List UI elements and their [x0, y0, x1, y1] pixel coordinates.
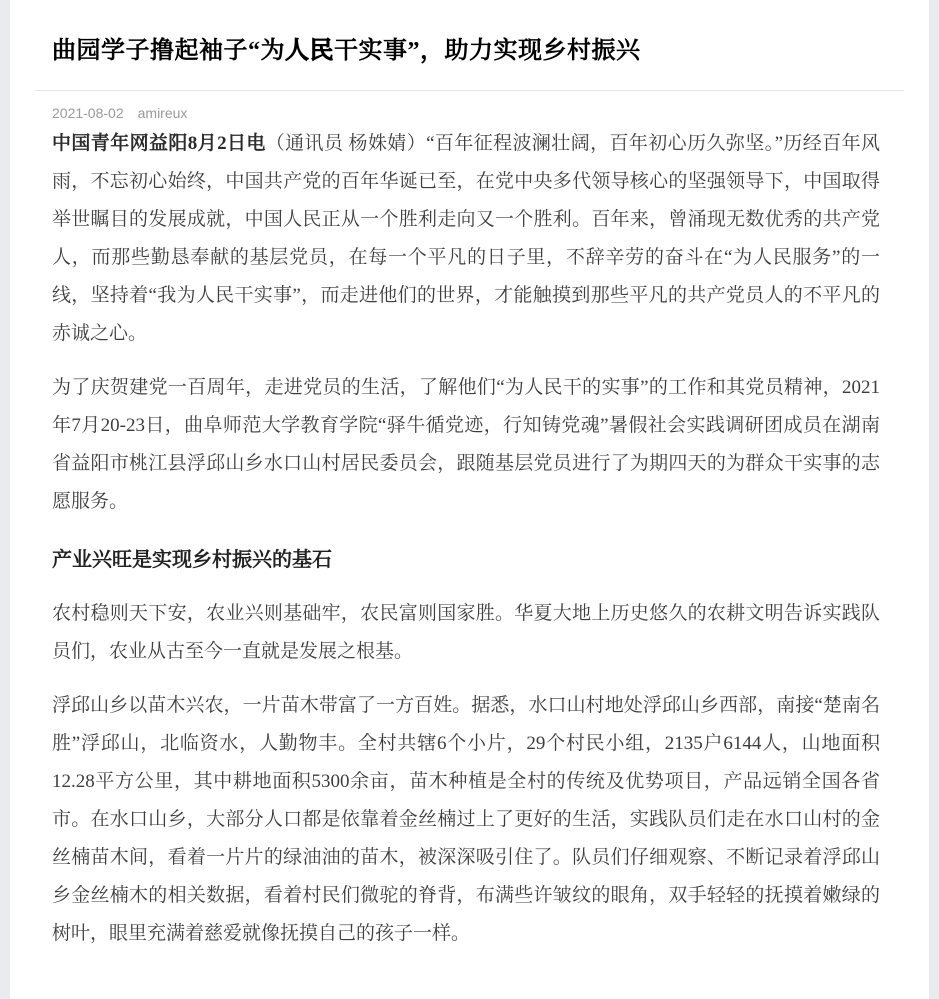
- paragraph-village: [52, 687, 880, 953]
- dateline-lead: 中国青年网益阳8月2日电: [52, 133, 266, 154]
- article-body: [35, 125, 904, 953]
- article-title: [52, 34, 886, 68]
- article-page: [10, 0, 929, 999]
- paragraph-text: 浮邱山乡以苗木兴农，一片苗木带富了一方百姓。据悉，水口山村地处浮邱山乡西部，南接“楚南名胜”浮邱山，北临资水，人勤物丰。全村共辖6个小片，29个村民小组，2135户6144人，山地面积12.28平方公里，其中耕地面积5300余亩，苗木种植是全村的传统及优势项目，产品远销全国各省市。在水口山乡，大部分人口都是依靠着金丝楠过上了更好的生活，实践队员们走在水口山村的金丝楠苗木间，看着一片片的绿油油的苗木，被深深吸引住了。队员们仔细观察、不断记录着浮邱山乡金丝楠木的相关数据，看着村民们微驼的脊背，布满些许皱纹的眼角，双手轻轻的抚摸着嫩绿的树叶，眼里充满着慈爱就像抚摸自己的孩子一样。: [52, 695, 880, 944]
- section-heading: 产业兴旺是实现乡村振兴的基石: [52, 549, 332, 571]
- article-meta: [52, 105, 886, 121]
- paragraph-text: （通讯员 杨姝婧）“百年征程波澜壮阔，百年初心历久弥坚。”历经百年风雨，不忘初心始终，中国共产党的百年华诞已至，在党中央多代领导核心的坚强领导下，中国取得举世瞩目的发展成就，中国人民正从一个胜利走向又一个胜利。百年来，曾涌现无数优秀的共产党人，而那些勤恳奉献的基层党员，在每一个平凡的日子里，不辞辛劳的奋斗在“为人民服务”的一线，坚持着“我为人民干实事”，而走进他们的世界，才能触摸到那些平凡的共产党员人的不平凡的赤诚之心。: [52, 133, 880, 344]
- paragraph-text: 农村稳则天下安，农业兴则基础牢，农民富则国家胜。华夏大地上历史悠久的农耕文明告诉实践队员们，农业从古至今一直就是发展之根基。: [52, 603, 880, 662]
- paragraph-agriculture: [52, 595, 880, 671]
- paragraph-intro: [52, 125, 880, 353]
- article-title-highlight: 人民: [285, 37, 334, 64]
- article-title-segment: 曲园学子撸起袖子“为: [52, 38, 285, 64]
- publish-date: 2021-08-02: [52, 105, 124, 121]
- author-name: amireux: [137, 105, 188, 121]
- paragraph-text: 为了庆贺建党一百周年，走进党员的生活，了解他们“为人民干的实事”的工作和其党员精神，2021年7月20-23日，曲阜师范大学教育学院“驿牛循党迹，行知铸党魂”暑假社会实践调研团成员在湖南省益阳市桃江县浮邱山乡水口山村居民委员会，跟随基层党员进行了为期四天的为群众干实事的志愿服务。: [52, 377, 880, 512]
- article-title-segment: 干实事”，助力实现乡村振兴: [334, 38, 641, 64]
- paragraph-activity: [52, 369, 880, 521]
- title-divider: [35, 90, 904, 91]
